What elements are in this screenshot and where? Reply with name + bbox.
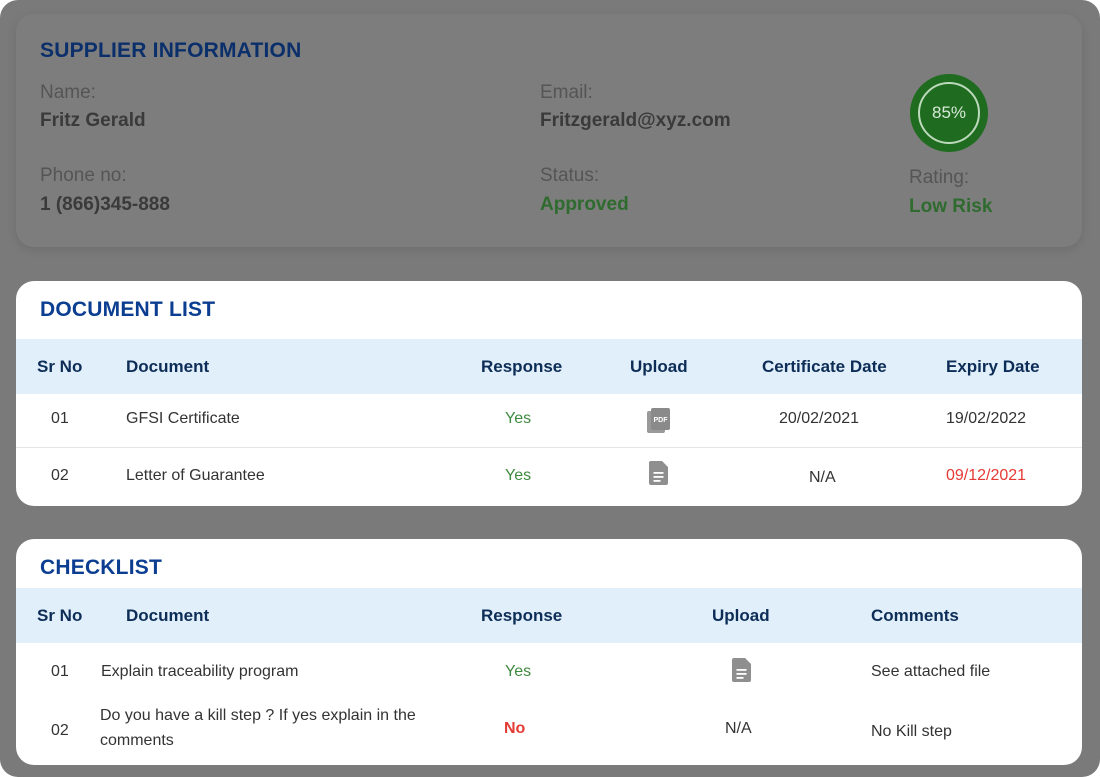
row-expiry-date: 09/12/2021 [946, 467, 1027, 484]
row-response: Yes [505, 410, 532, 427]
row-document: Explain traceability program [101, 663, 299, 680]
row-document: Letter of Guarantee [126, 467, 265, 484]
supplier-section-title: SUPPLIER INFORMATION [40, 39, 302, 62]
svg-text:PDF: PDF [653, 417, 668, 424]
table-row[interactable] [16, 643, 1082, 701]
status-value: Approved [540, 194, 629, 215]
checklist-title: CHECKLIST [40, 556, 162, 579]
score-percent: 85% [918, 82, 980, 144]
header-comments: Comments [871, 606, 959, 625]
document-list-title: DOCUMENT LIST [40, 298, 216, 321]
phone-label: Phone no: [40, 165, 127, 186]
row-sr-no: 02 [51, 722, 69, 739]
header-document: Document [126, 357, 210, 376]
row-document-line-2: comments [100, 732, 174, 749]
table-row[interactable] [16, 448, 1082, 506]
row-upload-na: N/A [725, 720, 752, 737]
header-document: Document [126, 606, 210, 625]
table-row[interactable] [16, 394, 1082, 448]
supplier-information-card [16, 14, 1082, 247]
document-table-header [16, 339, 1082, 394]
row-response: Yes [505, 663, 532, 680]
row-certificate-date: 20/02/2021 [779, 410, 860, 427]
header-sr-no: Sr No [37, 357, 83, 376]
header-upload: Upload [630, 357, 688, 376]
document-icon[interactable] [732, 658, 752, 687]
row-comments: No Kill step [871, 723, 952, 740]
score-gauge [910, 74, 988, 152]
row-sr-no: 01 [51, 410, 69, 427]
rating-value: Low Risk [909, 196, 993, 217]
phone-value: 1 (866)345-888 [40, 194, 170, 215]
status-label: Status: [540, 165, 600, 186]
row-response: No [504, 720, 526, 737]
rating-label: Rating: [909, 167, 970, 188]
row-comments: See attached file [871, 663, 991, 680]
row-sr-no: 02 [51, 467, 69, 484]
row-document-line-1: Do you have a kill step ? If yes explain in the [100, 707, 416, 724]
header-response: Response [481, 606, 563, 625]
name-value: Fritz Gerald [40, 110, 146, 131]
email-value: Fritzgerald@xyz.com [540, 110, 731, 131]
header-upload: Upload [712, 606, 770, 625]
row-document: GFSI Certificate [126, 410, 240, 427]
email-label: Email: [540, 82, 593, 103]
row-response: Yes [505, 467, 532, 484]
header-response: Response [481, 357, 563, 376]
header-certificate-date: Certificate Date [762, 357, 887, 376]
document-list-card [16, 281, 1082, 506]
row-expiry-date: 19/02/2022 [946, 410, 1027, 427]
checklist-table-header [16, 588, 1082, 643]
row-certificate-date: N/A [809, 469, 836, 486]
table-row[interactable] [16, 701, 1082, 765]
document-icon[interactable] [649, 461, 669, 490]
pdf-icon[interactable] [646, 407, 672, 440]
header-sr-no: Sr No [37, 606, 83, 625]
name-label: Name: [40, 82, 96, 103]
checklist-card [16, 539, 1082, 765]
row-sr-no: 01 [51, 663, 69, 680]
header-expiry-date: Expiry Date [946, 357, 1040, 376]
